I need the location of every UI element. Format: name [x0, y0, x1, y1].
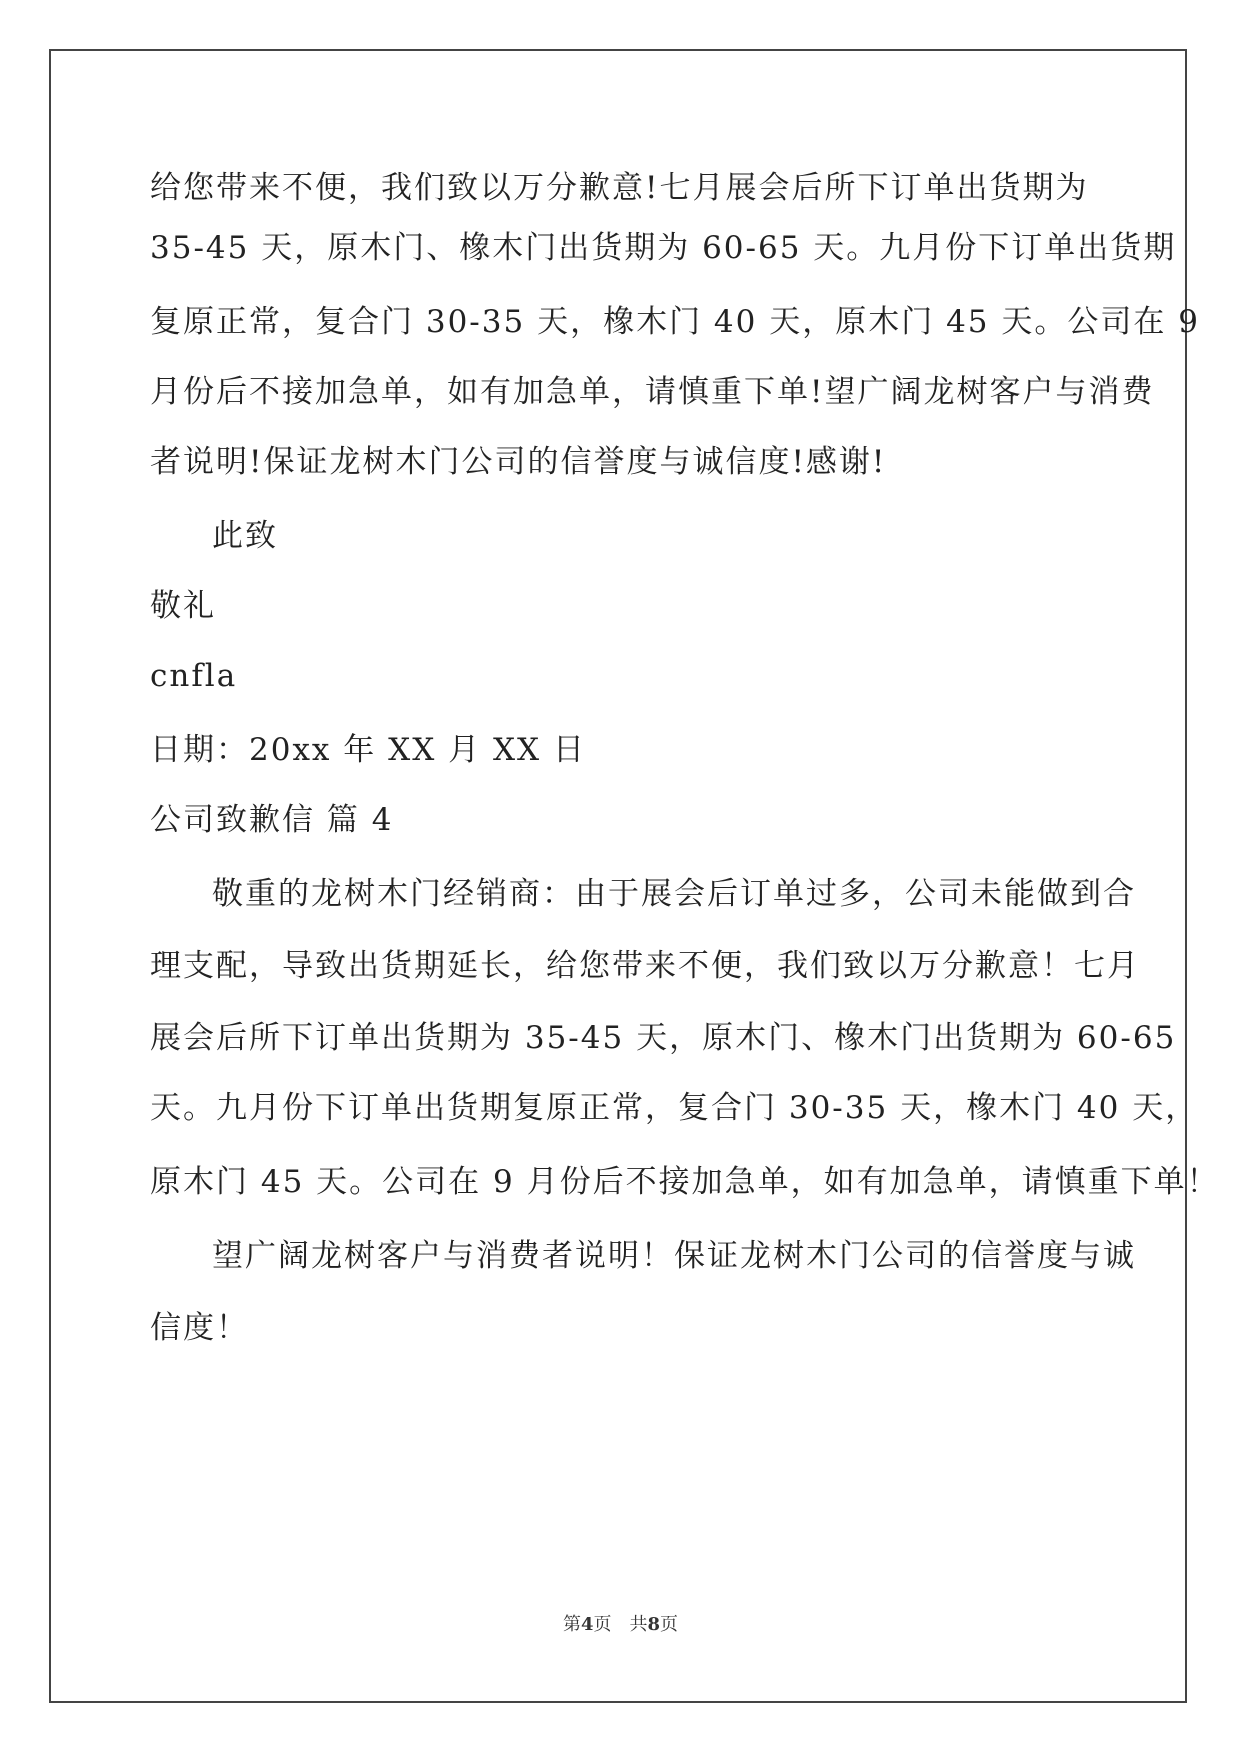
paragraph-line: 复原正常，复合门 30-35 天，橡木门 40 天，原木门 45 天。公司在 9 — [150, 304, 1200, 340]
body-line: 展会后所下订单出货期为 35-45 天，原木门、橡木门出货期为 60-65 — [150, 1020, 1177, 1056]
body-line: 望广阔龙树客户与消费者说明！保证龙树木门公司的信誉度与诚 — [212, 1238, 1136, 1274]
closing-salutation: 此致 — [212, 518, 278, 554]
signature: cnfla — [150, 658, 238, 694]
body-line: 信度！ — [150, 1310, 249, 1346]
footer-mid: 页 共 — [593, 1614, 648, 1635]
body-line: 天。九月份下订单出货期复原正常，复合门 30-35 天，橡木门 40 天， — [150, 1090, 1199, 1126]
paragraph-line: 月份后不接加急单，如有加急单，请慎重下单!望广阔龙树客户与消费 — [150, 374, 1155, 410]
footer-prefix: 第 — [562, 1614, 581, 1635]
body-line: 原木门 45 天。公司在 9 月份后不接加急单，如有加急单，请慎重下单！ — [150, 1164, 1220, 1200]
paragraph-line: 者说明!保证龙树木门公司的信誉度与诚信度!感谢! — [150, 444, 887, 480]
current-page-number: 4 — [580, 1614, 594, 1635]
paragraph-line: 35-45 天，原木门、橡木门出货期为 60-65 天。九月份下订单出货期 — [150, 230, 1177, 266]
paragraph-line: 给您带来不便，我们致以万分歉意!七月展会后所下订单出货期为 — [150, 170, 1089, 206]
date-line: 日期：20xx 年 XX 月 XX 日 — [150, 732, 586, 768]
section-title: 公司致歉信 篇 4 — [150, 802, 394, 838]
total-pages-number: 8 — [647, 1614, 661, 1635]
footer-suffix: 页 — [660, 1614, 679, 1635]
page-footer — [0, 1610, 1241, 1636]
body-line: 理支配，导致出货期延长，给您带来不便，我们致以万分歉意！七月 — [150, 948, 1140, 984]
closing-regards: 敬礼 — [150, 588, 216, 624]
body-line: 敬重的龙树木门经销商：由于展会后订单过多，公司未能做到合 — [212, 876, 1136, 912]
